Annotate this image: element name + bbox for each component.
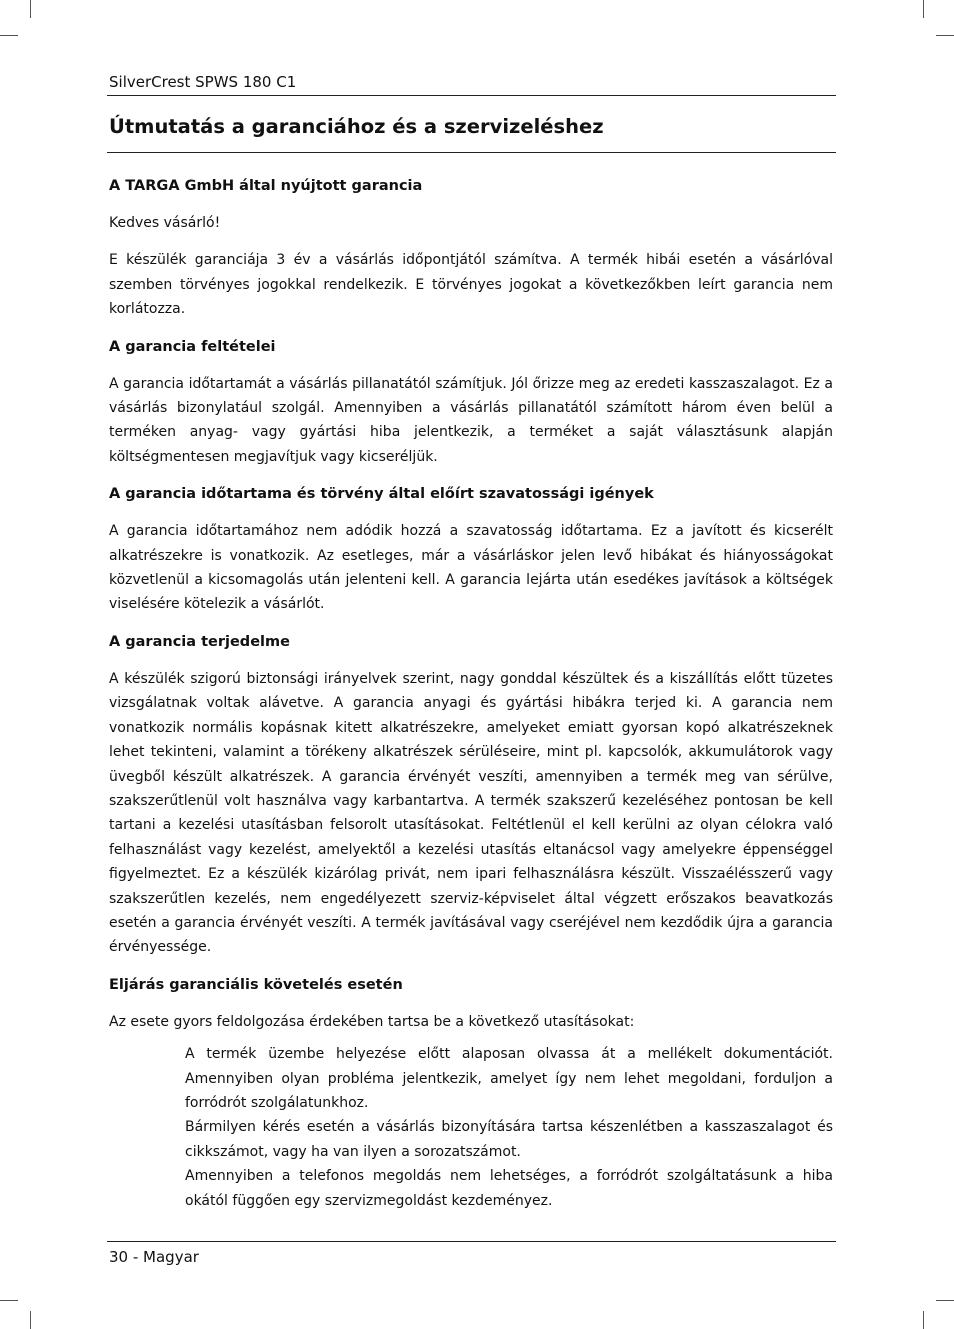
list-item: Amennyiben a telefonos megoldás nem lehetséges, a forródrót szolgáltatásunk a hiba okától függően egy szervizmegoldást kezdeményez.	[185, 1168, 833, 1209]
page-title: Útmutatás a garanciához és a szervizeléshez	[109, 115, 604, 138]
salutation: Kedves vásárló!	[109, 215, 221, 231]
section-guarantee-period	[109, 482, 833, 617]
page-number: 30 - Magyar	[109, 1248, 199, 1266]
section-heading: A TARGA GmbH által nyújtott garancia	[109, 178, 423, 194]
section-guarantee-conditions	[109, 335, 833, 470]
crop-mark-bottom-left-vertical	[30, 1311, 31, 1329]
title-rule	[107, 152, 836, 153]
procedure-steps	[185, 1042, 833, 1213]
section-heading: A garancia terjedelme	[109, 633, 290, 650]
footer-rule	[107, 1241, 836, 1242]
crop-mark-top-right-horizontal	[936, 35, 954, 36]
crop-mark-bottom-left-horizontal	[0, 1300, 18, 1301]
crop-mark-bottom-right-horizontal	[936, 1300, 954, 1301]
section-heading: A garancia időtartama és törvény által előírt szavatossági igények	[109, 486, 654, 503]
body-paragraph: A készülék szigorú biztonsági irányelvek szerint, nagy gonddal készültek és a kiszállítás előtt tüzetes vizsgálatnak voltak alávetve. A garancia anyagi és gyártási hibákra terjed ki. A garancia nem vonatkozik normális kopásnak kitett alkatrészekre, amelyeket emiatt gyorsan kopó alkatrészeknek lehet tekinteni, valamint a törékeny alkatrészek sérüléseire, mint pl. kapcsolók, akkumulátorok vagy üvegből készült alkatrészek. A garancia érvényét veszíti, amennyiben a termék meg van sérülve, szakszerűtlenül volt használva vagy karbantartva. A termék szakszerű kezeléséhez pontosan be kell tartani a kezelési utasításban felsorolt utasításokat. Feltétlenül el kell kerülni az olyan célokra való felhasználást vagy kezelést, amelyektől a kezelési utasítás eltanácsol vagy amelyekre éppenséggel figyelmeztet. Ez a készülék kizárólag privát, nem ipari felhasználásra készült. Visszaélésszerű vagy szakszerűtlen kezelés, nem engedélyezett szerviz-képviselet által végzett erőszakos beavatkozás esetén a garancia érvényét veszíti. A termék javításával vagy cseréjével nem kezdődik újra a garancia érvényessége.	[109, 670, 833, 956]
section-targa-guarantee	[109, 174, 833, 322]
crop-mark-top-right-vertical	[923, 0, 924, 18]
list-item: A termék üzembe helyezése előtt alaposan olvassa át a mellékelt dokumentációt. Amennyiben olyan probléma jelentkezik, amelyet így nem lehet megoldani, forduljon a forródrót szolgálatunkhoz.	[185, 1046, 833, 1111]
body-paragraph: E készülék garanciája 3 év a vásárlás időpontjától számítva. A termék hibái esetén a vásárlóval szemben törvényes jogokkal rendelkezik. E törvényes jogokat a következőkben leírt garancia nem korlátozza.	[109, 252, 833, 318]
header-rule	[107, 95, 836, 96]
crop-mark-top-left-vertical	[30, 0, 31, 18]
section-heading: Eljárás garanciális követelés esetén	[109, 976, 403, 993]
crop-mark-top-left-horizontal	[0, 35, 18, 36]
running-header: SilverCrest SPWS 180 C1	[109, 73, 297, 91]
section-claim-procedure	[109, 973, 833, 1213]
body-paragraph: A garancia időtartamához nem adódik hozzá a szavatosság időtartama. Ez a javított és kicserélt alkatrészekre is vonatkozik. Az esetleges, már a vásárláskor jelen levő hibákat és hiányosságokat közvetlenül a kicsomagolás után jelenteni kell. A garancia lejárta után esedékes javítások a költségek viselésére kötelezik a vásárlót.	[109, 523, 833, 613]
body-paragraph: Az esete gyors feldolgozása érdekében tartsa be a következő utasításokat:	[109, 1013, 635, 1030]
crop-mark-bottom-right-vertical	[923, 1311, 924, 1329]
document-body	[109, 174, 833, 1213]
section-heading: A garancia feltételei	[109, 338, 276, 355]
list-item: Bármilyen kérés esetén a vásárlás bizonyítására tartsa készenlétben a kasszaszalagot és cikkszámot, vagy ha van ilyen a sorozatszámot.	[185, 1119, 833, 1160]
body-paragraph: A garancia időtartamát a vásárlás pillanatától számítjuk. Jól őrizze meg az eredeti kasszaszalagot. Ez a vásárlás bizonylatául szolgál. Amennyiben a vásárlás pillanatától számított három éven belül a terméken anyag- vagy gyártási hiba jelentkezik, a terméket a saját választásunk alapján költségmentesen megjavítjuk vagy kicseréljük.	[109, 375, 833, 465]
section-guarantee-scope	[109, 630, 833, 960]
